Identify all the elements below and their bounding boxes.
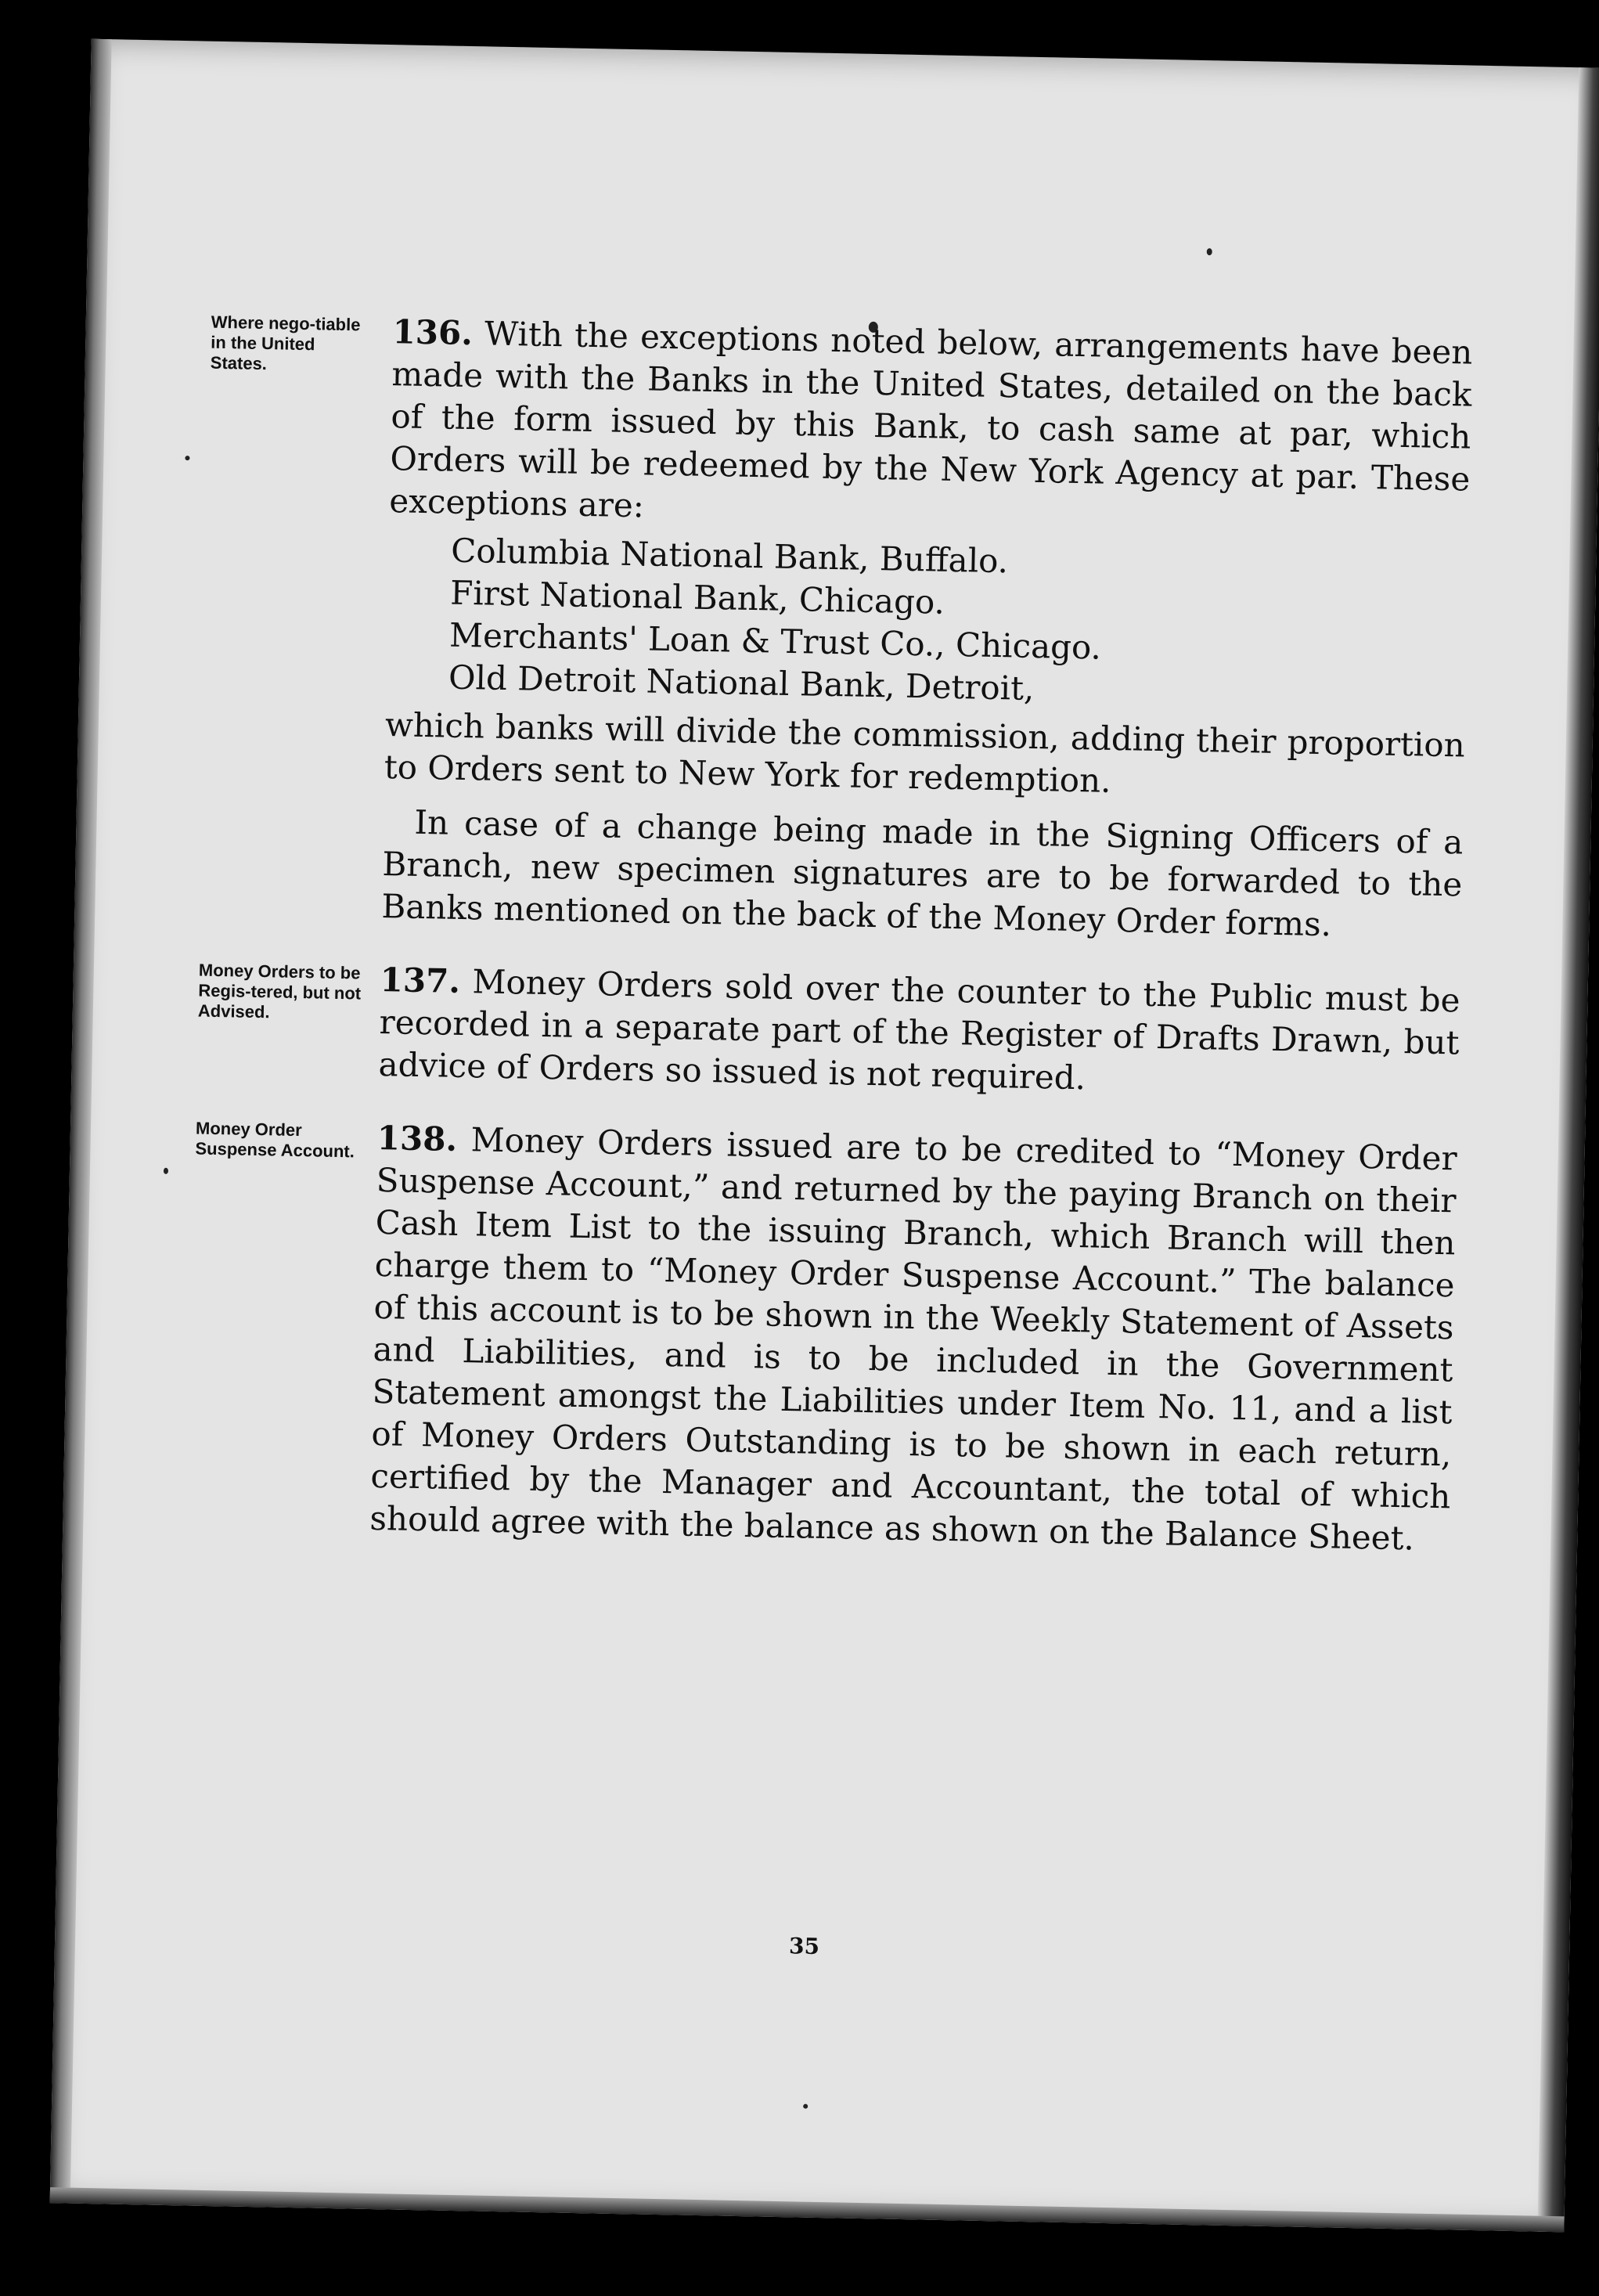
section-137 xyxy=(196,956,1467,1107)
section-136 xyxy=(200,308,1479,949)
section-138 xyxy=(188,1114,1464,1561)
page-number: 35 xyxy=(788,1933,820,1959)
list-item: Old Detroit National Bank, Detroit, xyxy=(448,658,1035,708)
page-left-edge xyxy=(50,39,112,2204)
list-item: Merchants' Loan & Trust Co., Chicago. xyxy=(448,615,1102,667)
paragraph-number: 136. xyxy=(392,312,474,353)
paragraph-number: 137. xyxy=(380,960,461,1000)
margin-note: Money Orders to be Regis-tered, but not Advised. xyxy=(197,960,362,1022)
dust-speck xyxy=(1207,248,1212,255)
page-right-edge xyxy=(1537,67,1599,2232)
dust-speck xyxy=(185,456,189,460)
list-item: Columbia National Bank, Buffalo. xyxy=(450,531,1009,581)
paragraph-body xyxy=(381,311,1473,948)
dust-speck xyxy=(803,2104,808,2109)
page-bottom-edge xyxy=(50,2187,1565,2232)
paragraph-continuation: which banks will divide the commission, adding their proportion to Orders sent to New York for redemption. xyxy=(384,705,1466,800)
margin-note: Money Order Suspense Account. xyxy=(195,1118,355,1162)
margin-note: Where nego-tiable in the United States. xyxy=(210,312,361,374)
paragraph-signing-officers: In case of a change being made in the Signing Officers of a Branch, new specimen signatures are to be forwarded to the Banks mentioned on the back of the Money Order forms. xyxy=(381,802,1464,944)
dust-speck xyxy=(164,1168,168,1174)
paragraph-body xyxy=(369,1117,1457,1560)
bank-list xyxy=(448,530,1469,719)
paragraph-text: Money Orders issued are to be credited to “Money Order Suspense Account,” and returned by the paying Branch on their Cash Item List to the issuing Branch, which Branch will then charge them to “Money Order Suspense Account.” The balance of this account is to be shown in the Weekly Statement of Assets and Liabilities, and is to be included in the Government Statement amongst the Liabilities under Item No. 11, and a list of Money Orders Outstanding is to be shown in each return, certified by the Manager and Accountant, the total of which should agree with the balance as shown on the Balance Sheet. xyxy=(369,1120,1458,1558)
document-page xyxy=(50,39,1599,2233)
paragraph-text: Money Orders sold over the counter to the Public must be recorded in a separate part of the Register of Drafts Drawn, but advice of Orders so issued is not required. xyxy=(378,962,1460,1098)
paragraph-text: With the exceptions noted below, arrangements have been made with the Banks in the United States, detailed on the back of the form issued by this Bank, to cash same at par, which Orders will be redeemed by the New York Agency at par. These exceptions are: xyxy=(388,314,1473,525)
list-item: First National Bank, Chicago. xyxy=(449,573,945,622)
page-content xyxy=(187,308,1479,1592)
paragraph-body xyxy=(378,959,1460,1106)
paragraph-number: 138. xyxy=(376,1118,458,1159)
